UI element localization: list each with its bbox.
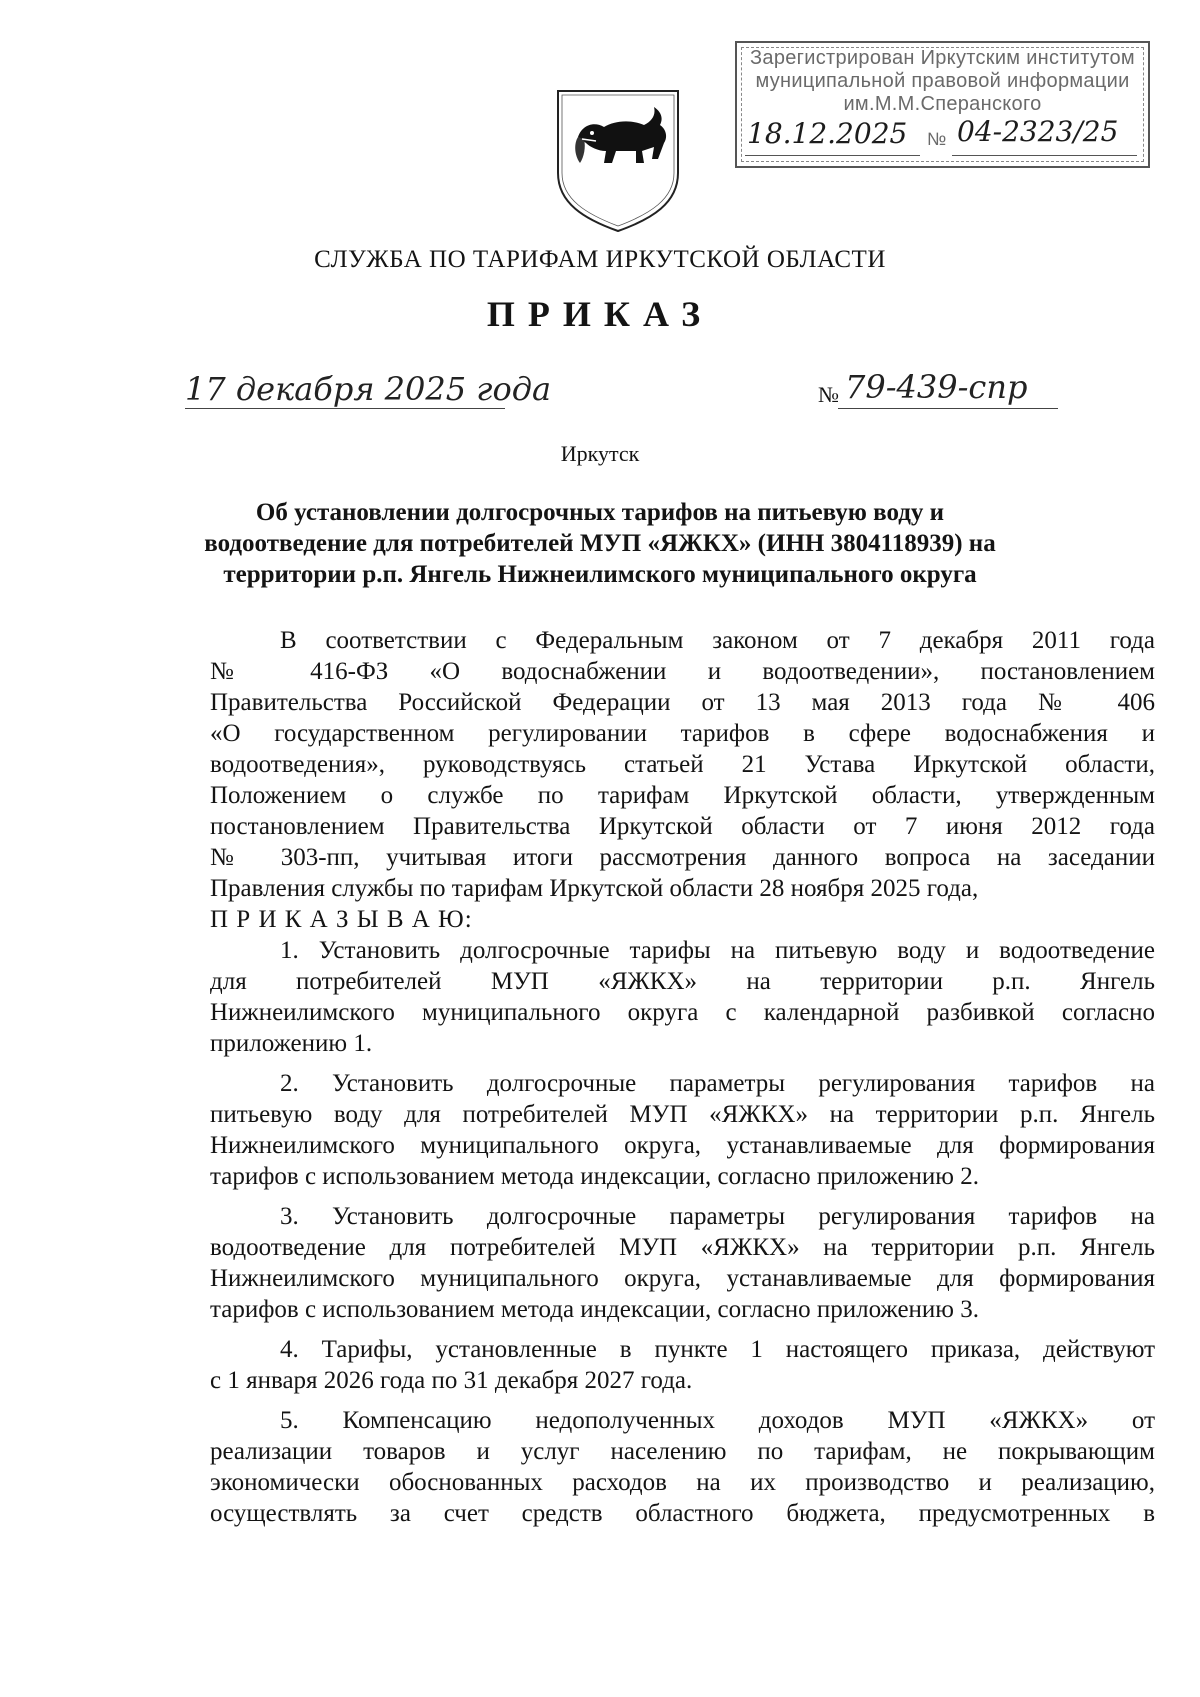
text-line: Правительства Российской Федерации от 13 мая 2013 года № 406	[210, 689, 1155, 716]
text-line: приложению 1.	[210, 1030, 373, 1057]
text-line: экономически обоснованных расходов на их производство и реализацию,	[210, 1469, 1155, 1496]
number-underline	[838, 408, 1058, 409]
subject-line: Об установлении долгосрочных тарифов на питьевую воду и	[255, 499, 945, 526]
text-line: реализации товаров и услуг населению по тарифам, не покрывающим	[210, 1438, 1155, 1465]
text-line: водоотведение для потребителей МУП «ЯЖКХ» на территории р.п. Янгель	[210, 1234, 1155, 1261]
text-line: питьевую воду для потребителей МУП «ЯЖКХ» на территории р.п. Янгель	[210, 1101, 1155, 1128]
stamp-line-2: муниципальной правовой информации	[755, 70, 1130, 92]
registration-stamp	[735, 41, 1150, 168]
handwritten-order-date: 17 декабря 2025 года	[185, 370, 552, 408]
text-line: 3. Установить долгосрочные параметры регулирования тарифов на	[280, 1203, 1155, 1230]
text-line: с 1 января 2026 года по 31 декабря 2027 года.	[210, 1367, 693, 1394]
stamp-reg-no-label: №	[927, 129, 947, 149]
text-line: 1. Установить долгосрочные тарифы на питьевую воду и водоотведение	[280, 937, 1155, 964]
stamp-line-1: Зарегистрирован Иркутским институтом	[750, 47, 1135, 69]
text-line: Положением о службе по тарифам Иркутской области, утвержденным	[210, 782, 1155, 809]
order-subject-heading	[200, 497, 1000, 590]
number-sign-label: №	[818, 382, 839, 407]
text-line: тарифов с использованием метода индексации, согласно приложению 2.	[210, 1163, 979, 1190]
text-line: № 416-ФЗ «О водоснабжении и водоотведении», постановлением	[210, 658, 1155, 685]
order-item-1	[210, 935, 1155, 1059]
stamp-reg-number: 04-2323/25	[957, 115, 1119, 148]
order-body	[210, 625, 1155, 1529]
order-item-4	[210, 1334, 1155, 1396]
date-underline	[185, 408, 505, 409]
order-item-3	[210, 1201, 1155, 1325]
text-line: Нижнеилимского муниципального округа, устанавливаемые для формирования	[210, 1132, 1155, 1159]
handwritten-order-number: 79-439-спр	[845, 368, 1028, 406]
text-line: постановлением Правительства Иркутской области от 7 июня 2012 года	[210, 813, 1155, 840]
preamble-paragraph	[210, 625, 1155, 904]
order-item-5	[210, 1405, 1155, 1529]
subject-line: территории р.п. Янгель Нижнеилимского муниципального округа	[223, 561, 977, 588]
text-line: Нижнеилимского муниципального округа с календарной разбивкой согласно	[210, 999, 1155, 1026]
text-line: Правления службы по тарифам Иркутской области 28 ноября 2025 года,	[210, 875, 979, 902]
order-word: П Р И К А З Ы В А Ю:	[210, 906, 473, 933]
stamp-number-underline	[952, 155, 1137, 156]
text-line: 2. Установить долгосрочные параметры регулирования тарифов на	[280, 1070, 1155, 1097]
stamp-date-underline	[745, 155, 920, 156]
order-item-2	[210, 1068, 1155, 1192]
document-type-title: ПРИКАЗ	[486, 294, 714, 334]
text-line: Нижнеилимского муниципального округа, устанавливаемые для формирования	[210, 1265, 1155, 1292]
stamp-reg-date: 18.12.2025	[747, 117, 908, 150]
agency-name: СЛУЖБА ПО ТАРИФАМ ИРКУТСКОЙ ОБЛАСТИ	[314, 246, 886, 273]
irkutsk-coat-of-arms-icon	[552, 85, 684, 233]
city-name: Иркутск	[560, 441, 640, 466]
text-line: 4. Тарифы, установленные в пункте 1 настоящего приказа, действуют	[280, 1336, 1155, 1363]
stamp-line-3: им.М.М.Сперанского	[843, 93, 1042, 115]
text-line: «О государственном регулировании тарифов в сфере водоснабжения и	[210, 720, 1155, 747]
text-line: тарифов с использованием метода индексации, согласно приложению 3.	[210, 1296, 979, 1323]
text-line: № 303-пп, учитывая итоги рассмотрения данного вопроса на заседании	[210, 844, 1155, 871]
text-line: для потребителей МУП «ЯЖКХ» на территории р.п. Янгель	[210, 968, 1155, 995]
subject-line: водоотведение для потребителей МУП «ЯЖКХ» (ИНН 3804118939) на	[204, 530, 996, 557]
text-line: водоотведения», руководствуясь статьей 21 Устава Иркутской области,	[210, 751, 1155, 778]
text-line: 5. Компенсацию недополученных доходов МУП «ЯЖКХ» от	[280, 1407, 1155, 1434]
text-line: осуществлять за счет средств областного бюджета, предусмотренных в	[210, 1500, 1155, 1527]
text-line: В соответствии с Федеральным законом от 7 декабря 2011 года	[280, 627, 1155, 654]
